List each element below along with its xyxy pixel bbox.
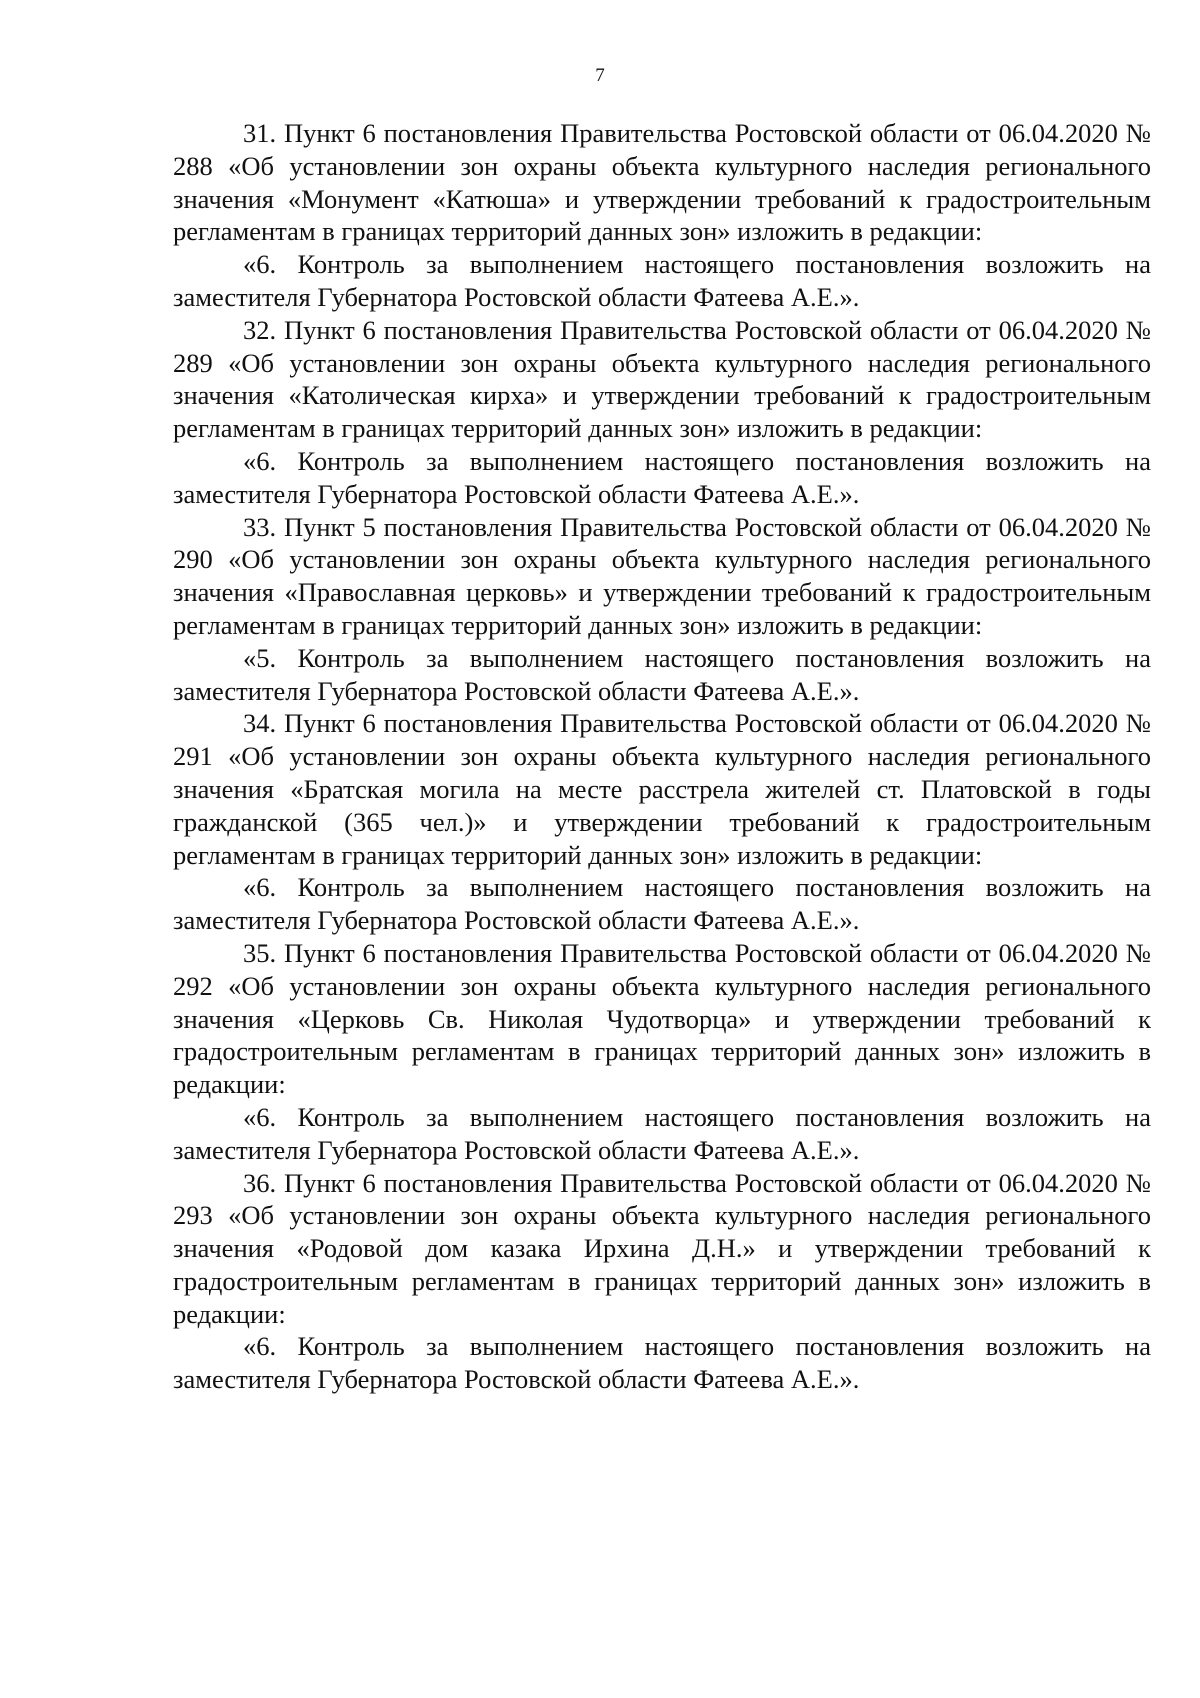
document-body [173, 117, 1151, 1396]
paragraph-item-35-text: «6. Контроль за выполнением настоящего постановления возложить на заместителя Губернатора Ростовской области Фатеева А.Е.». [173, 1101, 1151, 1165]
paragraph-item-32-text: «6. Контроль за выполнением настоящего постановления возложить на заместителя Губернатора Ростовской области Фатеева А.Е.». [173, 445, 1151, 509]
paragraph-item-33: 33. Пункт 5 постановления Правительства Ростовской области от 06.04.2020 № 290 «Об установлении зон охраны объекта культурного наследия регионального значения «Православная церковь» и утверждении требований к градостроительным регламентам в границах территорий данных зон» изложить в редакции: [173, 511, 1151, 640]
paragraph-item-34-text: «6. Контроль за выполнением настоящего постановления возложить на заместителя Губернатора Ростовской области Фатеева А.Е.». [173, 872, 1151, 936]
paragraph-item-34: 34. Пункт 6 постановления Правительства Ростовской области от 06.04.2020 № 291 «Об установлении зон охраны объекта культурного наследия регионального значения «Братская могила на месте расстрела жителей ст. Платовской в годы гражданской (365 чел.)» и утверждении требований к градостроительным регламентам в границах территорий данных зон» изложить в редакции: [173, 708, 1151, 870]
paragraph-item-35: 35. Пункт 6 постановления Правительства Ростовской области от 06.04.2020 № 292 «Об установлении зон охраны объекта культурного наследия регионального значения «Церковь Св. Николая Чудотворца» и утверждении требований к градостроительным регламентам в границах территорий данных зон» изложить в редакции: [173, 937, 1151, 1100]
paragraph-item-36-text: «6. Контроль за выполнением настоящего постановления возложить на заместителя Губернатора Ростовской области Фатеева А.Е.». [173, 1331, 1151, 1395]
paragraph-item-32: 32. Пункт 6 постановления Правительства Ростовской области от 06.04.2020 № 289 «Об установлении зон охраны объекта культурного наследия регионального значения «Католическая кирха» и утверждении требований к градостроительным регламентам в границах территорий данных зон» изложить в редакции: [173, 314, 1151, 444]
paragraph-item-36: 36. Пункт 6 постановления Правительства Ростовской области от 06.04.2020 № 293 «Об установлении зон охраны объекта культурного наследия регионального значения «Родовой дом казака Ирхина Д.Н.» и утверждении требований к градостроительным регламентам в границах территорий данных зон» изложить в редакции: [173, 1167, 1151, 1329]
page-number: 7 [595, 65, 605, 86]
paragraph-item-31-text: «6. Контроль за выполнением настоящего постановления возложить на заместителя Губернатора Ростовской области Фатеева А.Е.». [173, 249, 1151, 312]
paragraph-item-31: 31. Пункт 6 постановления Правительства Ростовской области от 06.04.2020 № 288 «Об установлении зон охраны объекта культурного наследия регионального значения «Монумент «Катюша» и утверждении требований к градостроительным регламентам в границах территорий данных зон» изложить в редакции: [173, 118, 1151, 247]
paragraph-item-33-text: «5. Контроль за выполнением настоящего постановления возложить на заместителя Губернатора Ростовской области Фатеева А.Е.». [173, 642, 1151, 706]
